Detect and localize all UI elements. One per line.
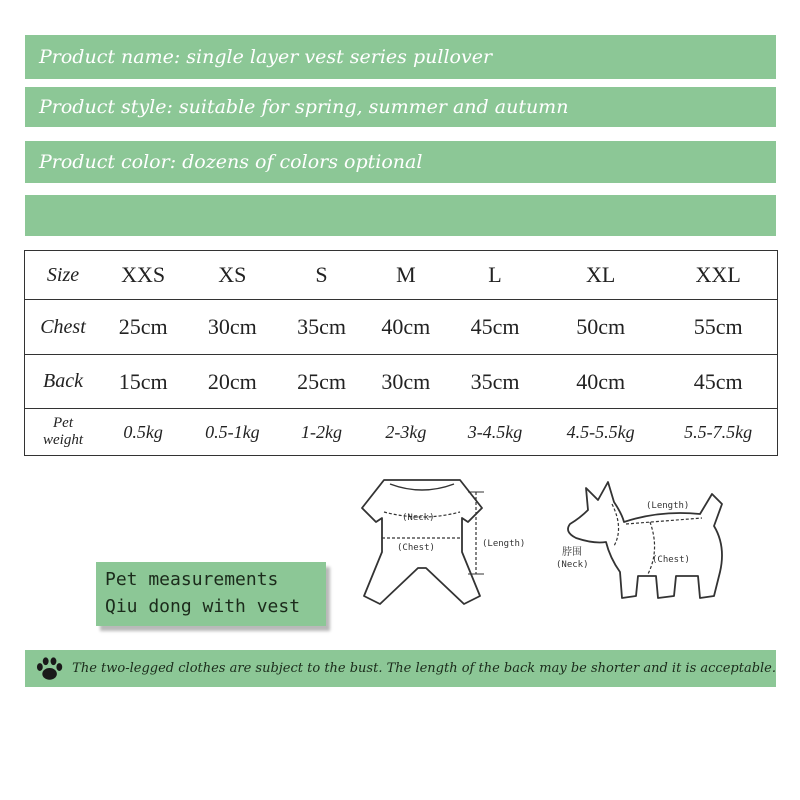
chest-cell: 50cm — [542, 300, 659, 355]
empty-banner — [25, 195, 776, 236]
dog-chest-line — [648, 522, 655, 574]
back-row — [25, 355, 778, 409]
size-cell: XXS — [101, 251, 185, 300]
measurement-box — [96, 562, 326, 626]
back-cell: 30cm — [364, 355, 448, 409]
weight-cell: 0.5-1kg — [185, 409, 279, 456]
dog-neck-cn-label: 脖围 — [562, 547, 582, 558]
chest-cell: 45cm — [448, 300, 542, 355]
size-cell: XS — [185, 251, 279, 300]
product-color: Product color: dozens of colors optional — [39, 151, 423, 173]
weight-cell: 1-2kg — [279, 409, 363, 456]
dog-neck-label: (Neck) — [556, 560, 589, 570]
garment-collar — [390, 484, 454, 490]
weight-cell: 5.5-7.5kg — [659, 409, 777, 456]
measurement-line1: Pet measurements — [105, 569, 279, 590]
garment-length-label: (Length) — [482, 539, 526, 549]
pet-weight-row — [25, 409, 778, 456]
size-cell: S — [279, 251, 363, 300]
garment-chest-label: (Chest) — [397, 543, 435, 553]
dog-chest-label: (Chest) — [652, 555, 690, 565]
pet-weight-label — [25, 409, 102, 456]
dog-diagram — [550, 470, 750, 610]
size-cell: XXL — [659, 251, 777, 300]
back-cell: 35cm — [448, 355, 542, 409]
size-label: Size — [25, 251, 102, 300]
garment-diagram — [350, 470, 540, 620]
chest-cell: 40cm — [364, 300, 448, 355]
size-cell: L — [448, 251, 542, 300]
back-cell: 40cm — [542, 355, 659, 409]
back-cell: 20cm — [185, 355, 279, 409]
product-name: Product name: single layer vest series pullover — [39, 46, 493, 68]
garment-neck-label: (Neck) — [402, 513, 435, 523]
back-cell: 45cm — [659, 355, 777, 409]
chest-cell: 55cm — [659, 300, 777, 355]
back-label: Back — [25, 355, 102, 409]
product-name-banner — [25, 35, 776, 79]
weight-cell: 3-4.5kg — [448, 409, 542, 456]
back-cell: 25cm — [279, 355, 363, 409]
dog-length-label: (Length) — [646, 501, 690, 511]
note-text: The two-legged clothes are subject to the bust. The length of the back may be shorter and it is acceptable. — [72, 661, 776, 676]
chest-cell: 35cm — [279, 300, 363, 355]
product-color-banner — [25, 141, 776, 183]
weight-cell: 2-3kg — [364, 409, 448, 456]
chest-label: Chest — [25, 300, 102, 355]
weight-cell: 4.5-5.5kg — [542, 409, 659, 456]
size-cell: XL — [542, 251, 659, 300]
chest-cell: 30cm — [185, 300, 279, 355]
paw-icon — [35, 656, 64, 682]
pet-weight-label-line2: weight — [43, 432, 83, 448]
back-cell: 15cm — [101, 355, 185, 409]
pet-weight-label-line1: Pet — [53, 415, 73, 431]
note-banner — [25, 650, 776, 687]
garment-outline — [362, 480, 482, 604]
size-cell: M — [364, 251, 448, 300]
chest-row — [25, 300, 778, 355]
measurement-line2: Qiu dong with vest — [105, 596, 301, 617]
dog-neck-line — [612, 504, 619, 546]
product-style: Product style: suitable for spring, summer and autumn — [39, 96, 569, 118]
chest-cell: 25cm — [101, 300, 185, 355]
dog-outline — [568, 482, 722, 598]
weight-cell: 0.5kg — [101, 409, 185, 456]
size-row — [25, 251, 778, 300]
size-table — [24, 250, 778, 456]
product-style-banner — [25, 87, 776, 127]
